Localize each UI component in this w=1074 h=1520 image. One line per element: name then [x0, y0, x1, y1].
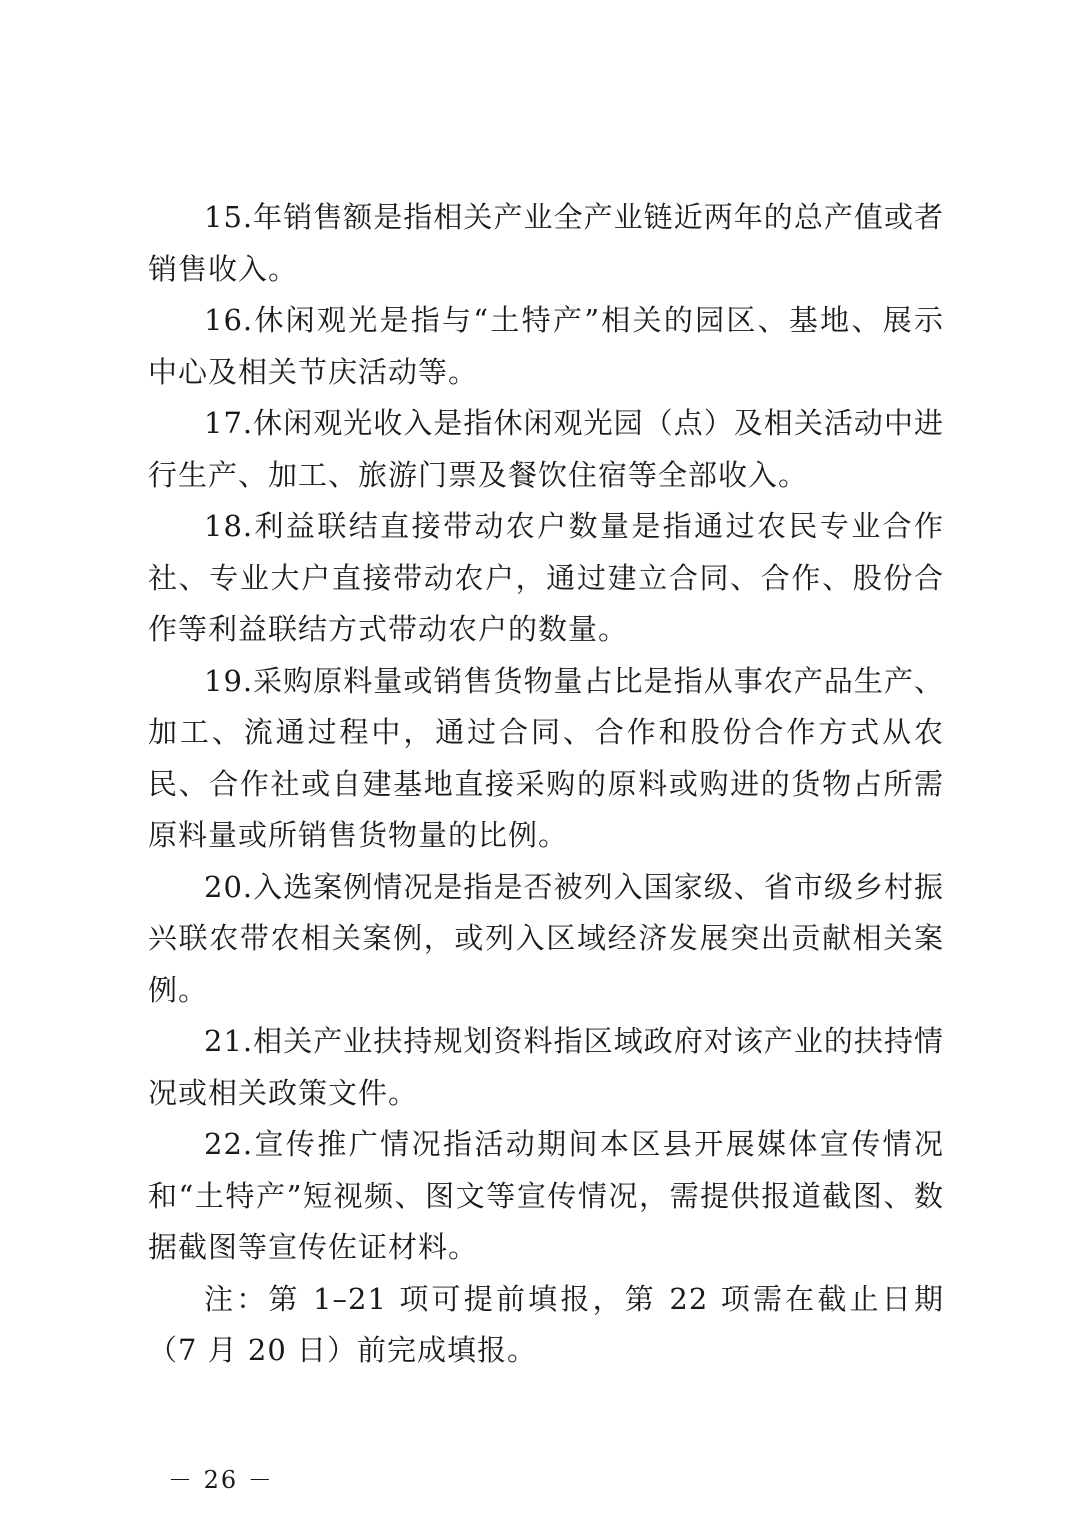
item-20-paragraph: 20.入选案例情况是指是否被列入国家级、省市级乡村振兴联农带农相关案例，或列入区域经济发展突出贡献相关案例。 — [148, 869, 944, 1007]
document-body — [148, 192, 944, 1377]
page-number: － 26 － — [168, 1466, 274, 1494]
note-paragraph: 注：第 1–21 项可提前填报，第 22 项需在截止日期（7 月 20 日）前完成填报。 — [148, 1281, 944, 1367]
item-18-paragraph: 18.利益联结直接带动农户数量是指通过农民专业合作社、专业大户直接带动农户，通过建立合同、合作、股份合作等利益联结方式带动农户的数量。 — [148, 509, 944, 646]
item-19-paragraph: 19.采购原料量或销售货物量占比是指从事农产品生产、加工、流通过程中，通过合同、合作和股份合作方式从农民、合作社或自建基地直接采购的原料或购进的货物占所需原料量或所销售货物量的比例。 — [148, 663, 944, 852]
item-17-paragraph: 17.休闲观光收入是指休闲观光园（点）及相关活动中进行生产、加工、旅游门票及餐饮住宿等全部收入。 — [148, 406, 944, 492]
item-21-paragraph: 21.相关产业扶持规划资料指区域政府对该产业的扶持情况或相关政策文件。 — [148, 1024, 944, 1110]
item-15-paragraph: 15.年销售额是指相关产业全产业链近两年的总产值或者销售收入。 — [148, 200, 944, 286]
item-22-paragraph: 22.宣传推广情况指活动期间本区县开展媒体宣传情况和“土特产”短视频、图文等宣传情况，需提供报道截图、数据截图等宣传佐证材料。 — [148, 1127, 944, 1264]
item-16-paragraph: 16.休闲观光是指与“土特产”相关的园区、基地、展示中心及相关节庆活动等。 — [148, 303, 944, 389]
